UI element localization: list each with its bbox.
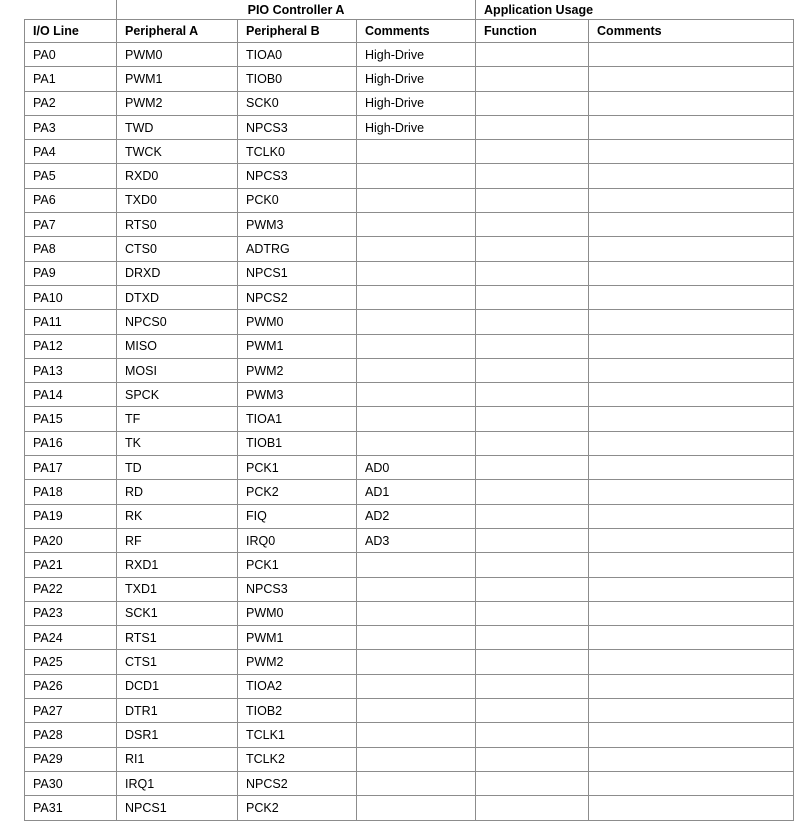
app-comments-cell (589, 383, 794, 407)
function-cell (476, 723, 589, 747)
comments-cell (357, 650, 476, 674)
function-cell (476, 771, 589, 795)
table-body (25, 43, 794, 821)
peripheral-b-cell: SCK0 (238, 91, 357, 115)
app-comments-cell (589, 164, 794, 188)
peripheral-a-cell: CTS0 (117, 237, 238, 261)
function-cell (476, 553, 589, 577)
io-line-cell: PA7 (25, 213, 117, 237)
app-comments-cell (589, 237, 794, 261)
app-comments-cell (589, 67, 794, 91)
peripheral-a-cell: PWM2 (117, 91, 238, 115)
table-row (25, 674, 794, 698)
peripheral-a-cell: DCD1 (117, 674, 238, 698)
comments-cell (357, 358, 476, 382)
app-comments-cell (589, 771, 794, 795)
comments-cell (357, 285, 476, 309)
peripheral-b-cell: NPCS3 (238, 115, 357, 139)
function-cell (476, 334, 589, 358)
io-line-cell: PA23 (25, 601, 117, 625)
io-line-cell: PA19 (25, 504, 117, 528)
table-row (25, 796, 794, 820)
peripheral-a-cell: DRXD (117, 261, 238, 285)
function-cell (476, 285, 589, 309)
app-comments-cell (589, 115, 794, 139)
table-row (25, 456, 794, 480)
app-comments-cell (589, 334, 794, 358)
peripheral-a-cell: SCK1 (117, 601, 238, 625)
function-cell (476, 796, 589, 820)
function-cell (476, 164, 589, 188)
peripheral-a-cell: RTS1 (117, 626, 238, 650)
function-cell (476, 456, 589, 480)
function-cell (476, 747, 589, 771)
comments-cell (357, 723, 476, 747)
comments-cell (357, 699, 476, 723)
io-line-cell: PA26 (25, 674, 117, 698)
io-line-cell: PA11 (25, 310, 117, 334)
io-line-cell: PA3 (25, 115, 117, 139)
peripheral-b-cell: IRQ0 (238, 528, 357, 552)
function-cell (476, 407, 589, 431)
app-comments-cell (589, 699, 794, 723)
table-row (25, 310, 794, 334)
peripheral-a-cell: RXD0 (117, 164, 238, 188)
peripheral-b-cell: PCK0 (238, 188, 357, 212)
pio-controller-title: PIO Controller A (117, 0, 476, 20)
function-cell (476, 699, 589, 723)
peripheral-b-cell: TCLK0 (238, 140, 357, 164)
peripheral-b-cell: TCLK2 (238, 747, 357, 771)
function-cell (476, 213, 589, 237)
pio-controller-table (24, 0, 794, 821)
peripheral-a-cell: IRQ1 (117, 771, 238, 795)
table-row (25, 140, 794, 164)
col-header-app-comments: Comments (589, 20, 794, 43)
function-cell (476, 188, 589, 212)
io-line-cell: PA20 (25, 528, 117, 552)
comments-cell (357, 188, 476, 212)
io-line-cell: PA18 (25, 480, 117, 504)
io-line-cell: PA30 (25, 771, 117, 795)
comments-cell: High-Drive (357, 43, 476, 67)
function-cell (476, 383, 589, 407)
peripheral-b-cell: NPCS3 (238, 577, 357, 601)
peripheral-b-cell: NPCS2 (238, 285, 357, 309)
peripheral-b-cell: PWM2 (238, 650, 357, 674)
application-usage-title: Application Usage (476, 0, 794, 20)
app-comments-cell (589, 407, 794, 431)
app-comments-cell (589, 43, 794, 67)
app-comments-cell (589, 626, 794, 650)
io-line-cell: PA6 (25, 188, 117, 212)
app-comments-cell (589, 91, 794, 115)
comments-cell (357, 407, 476, 431)
peripheral-b-cell: PWM0 (238, 601, 357, 625)
peripheral-b-cell: PCK1 (238, 553, 357, 577)
peripheral-a-cell: CTS1 (117, 650, 238, 674)
io-line-cell: PA1 (25, 67, 117, 91)
peripheral-a-cell: NPCS1 (117, 796, 238, 820)
table-row (25, 67, 794, 91)
peripheral-b-cell: ADTRG (238, 237, 357, 261)
peripheral-a-cell: RXD1 (117, 553, 238, 577)
table-row (25, 285, 794, 309)
table-row (25, 43, 794, 67)
app-comments-cell (589, 213, 794, 237)
comments-cell (357, 140, 476, 164)
io-line-cell: PA21 (25, 553, 117, 577)
comments-cell (357, 577, 476, 601)
peripheral-a-cell: SPCK (117, 383, 238, 407)
peripheral-a-cell: TWD (117, 115, 238, 139)
table-row (25, 188, 794, 212)
peripheral-b-cell: PCK2 (238, 796, 357, 820)
app-comments-cell (589, 796, 794, 820)
app-comments-cell (589, 431, 794, 455)
function-cell (476, 115, 589, 139)
peripheral-b-cell: PWM2 (238, 358, 357, 382)
function-cell (476, 431, 589, 455)
app-comments-cell (589, 577, 794, 601)
peripheral-a-cell: RK (117, 504, 238, 528)
function-cell (476, 650, 589, 674)
table-row (25, 626, 794, 650)
function-cell (476, 358, 589, 382)
io-line-cell: PA17 (25, 456, 117, 480)
table-row (25, 723, 794, 747)
table-row (25, 237, 794, 261)
comments-cell: High-Drive (357, 115, 476, 139)
io-line-cell: PA28 (25, 723, 117, 747)
io-line-cell: PA31 (25, 796, 117, 820)
io-line-cell: PA25 (25, 650, 117, 674)
function-cell (476, 480, 589, 504)
peripheral-b-cell: TIOA2 (238, 674, 357, 698)
app-comments-cell (589, 504, 794, 528)
table-row (25, 528, 794, 552)
table-row (25, 115, 794, 139)
peripheral-a-cell: RI1 (117, 747, 238, 771)
peripheral-b-cell: PWM1 (238, 626, 357, 650)
function-cell (476, 528, 589, 552)
function-cell (476, 140, 589, 164)
comments-cell (357, 796, 476, 820)
peripheral-a-cell: PWM0 (117, 43, 238, 67)
function-cell (476, 67, 589, 91)
peripheral-a-cell: DTXD (117, 285, 238, 309)
function-cell (476, 91, 589, 115)
comments-cell (357, 601, 476, 625)
comments-cell (357, 261, 476, 285)
peripheral-b-cell: PCK2 (238, 480, 357, 504)
io-line-cell: PA15 (25, 407, 117, 431)
peripheral-b-cell: TCLK1 (238, 723, 357, 747)
peripheral-a-cell: TD (117, 456, 238, 480)
peripheral-a-cell: TXD1 (117, 577, 238, 601)
peripheral-a-cell: PWM1 (117, 67, 238, 91)
table-row (25, 383, 794, 407)
table-row (25, 261, 794, 285)
table-row (25, 407, 794, 431)
peripheral-a-cell: MOSI (117, 358, 238, 382)
table-row (25, 164, 794, 188)
io-line-cell: PA14 (25, 383, 117, 407)
peripheral-a-cell: TK (117, 431, 238, 455)
peripheral-b-cell: FIQ (238, 504, 357, 528)
peripheral-a-cell: MISO (117, 334, 238, 358)
app-comments-cell (589, 601, 794, 625)
function-cell (476, 601, 589, 625)
comments-cell (357, 553, 476, 577)
peripheral-b-cell: TIOB1 (238, 431, 357, 455)
comments-cell: AD3 (357, 528, 476, 552)
peripheral-b-cell: PWM3 (238, 383, 357, 407)
peripheral-a-cell: DTR1 (117, 699, 238, 723)
peripheral-a-cell: TXD0 (117, 188, 238, 212)
peripheral-a-cell: TWCK (117, 140, 238, 164)
comments-cell (357, 747, 476, 771)
peripheral-b-cell: TIOA0 (238, 43, 357, 67)
peripheral-b-cell: PWM0 (238, 310, 357, 334)
io-line-cell: PA13 (25, 358, 117, 382)
function-cell (476, 237, 589, 261)
peripheral-b-cell: PCK1 (238, 456, 357, 480)
peripheral-a-cell: DSR1 (117, 723, 238, 747)
peripheral-a-cell: NPCS0 (117, 310, 238, 334)
col-header-comments: Comments (357, 20, 476, 43)
app-comments-cell (589, 747, 794, 771)
table-row (25, 650, 794, 674)
app-comments-cell (589, 456, 794, 480)
app-comments-cell (589, 674, 794, 698)
peripheral-a-cell: RTS0 (117, 213, 238, 237)
comments-cell (357, 383, 476, 407)
comments-cell (357, 334, 476, 358)
comments-cell: High-Drive (357, 67, 476, 91)
app-comments-cell (589, 553, 794, 577)
comments-cell (357, 310, 476, 334)
app-comments-cell (589, 358, 794, 382)
table-row (25, 213, 794, 237)
io-line-cell: PA29 (25, 747, 117, 771)
peripheral-b-cell: TIOA1 (238, 407, 357, 431)
io-line-cell: PA4 (25, 140, 117, 164)
io-line-cell: PA9 (25, 261, 117, 285)
col-header-peripheral-a: Peripheral A (117, 20, 238, 43)
io-line-cell: PA12 (25, 334, 117, 358)
comments-cell (357, 164, 476, 188)
col-header-peripheral-b: Peripheral B (238, 20, 357, 43)
app-comments-cell (589, 188, 794, 212)
app-comments-cell (589, 285, 794, 309)
io-line-cell: PA0 (25, 43, 117, 67)
table-row (25, 504, 794, 528)
table-row (25, 91, 794, 115)
app-comments-cell (589, 650, 794, 674)
io-line-cell: PA10 (25, 285, 117, 309)
function-cell (476, 261, 589, 285)
peripheral-b-cell: PWM3 (238, 213, 357, 237)
function-cell (476, 504, 589, 528)
function-cell (476, 43, 589, 67)
app-comments-cell (589, 261, 794, 285)
table-row (25, 699, 794, 723)
table-row (25, 334, 794, 358)
peripheral-a-cell: RD (117, 480, 238, 504)
table-row (25, 577, 794, 601)
peripheral-b-cell: NPCS3 (238, 164, 357, 188)
table-row (25, 431, 794, 455)
peripheral-b-cell: TIOB0 (238, 67, 357, 91)
app-comments-cell (589, 723, 794, 747)
function-cell (476, 674, 589, 698)
app-comments-cell (589, 310, 794, 334)
col-header-function: Function (476, 20, 589, 43)
comments-cell: AD2 (357, 504, 476, 528)
group-header-spacer (25, 0, 117, 20)
table-row (25, 601, 794, 625)
comments-cell (357, 626, 476, 650)
table-row (25, 480, 794, 504)
app-comments-cell (589, 528, 794, 552)
comments-cell (357, 237, 476, 261)
comments-cell (357, 771, 476, 795)
peripheral-b-cell: PWM1 (238, 334, 357, 358)
comments-cell: High-Drive (357, 91, 476, 115)
peripheral-b-cell: TIOB2 (238, 699, 357, 723)
peripheral-a-cell: TF (117, 407, 238, 431)
comments-cell (357, 213, 476, 237)
app-comments-cell (589, 480, 794, 504)
column-header-row (25, 20, 794, 43)
comments-cell: AD1 (357, 480, 476, 504)
io-line-cell: PA24 (25, 626, 117, 650)
comments-cell (357, 674, 476, 698)
function-cell (476, 310, 589, 334)
comments-cell (357, 431, 476, 455)
function-cell (476, 626, 589, 650)
io-line-cell: PA2 (25, 91, 117, 115)
table-row (25, 553, 794, 577)
table-row (25, 771, 794, 795)
group-header-row (25, 0, 794, 20)
table-row (25, 747, 794, 771)
io-line-cell: PA16 (25, 431, 117, 455)
io-line-cell: PA22 (25, 577, 117, 601)
table-row (25, 358, 794, 382)
col-header-io-line: I/O Line (25, 20, 117, 43)
io-line-cell: PA5 (25, 164, 117, 188)
function-cell (476, 577, 589, 601)
comments-cell: AD0 (357, 456, 476, 480)
io-line-cell: PA8 (25, 237, 117, 261)
peripheral-b-cell: NPCS1 (238, 261, 357, 285)
peripheral-b-cell: NPCS2 (238, 771, 357, 795)
peripheral-a-cell: RF (117, 528, 238, 552)
io-line-cell: PA27 (25, 699, 117, 723)
app-comments-cell (589, 140, 794, 164)
